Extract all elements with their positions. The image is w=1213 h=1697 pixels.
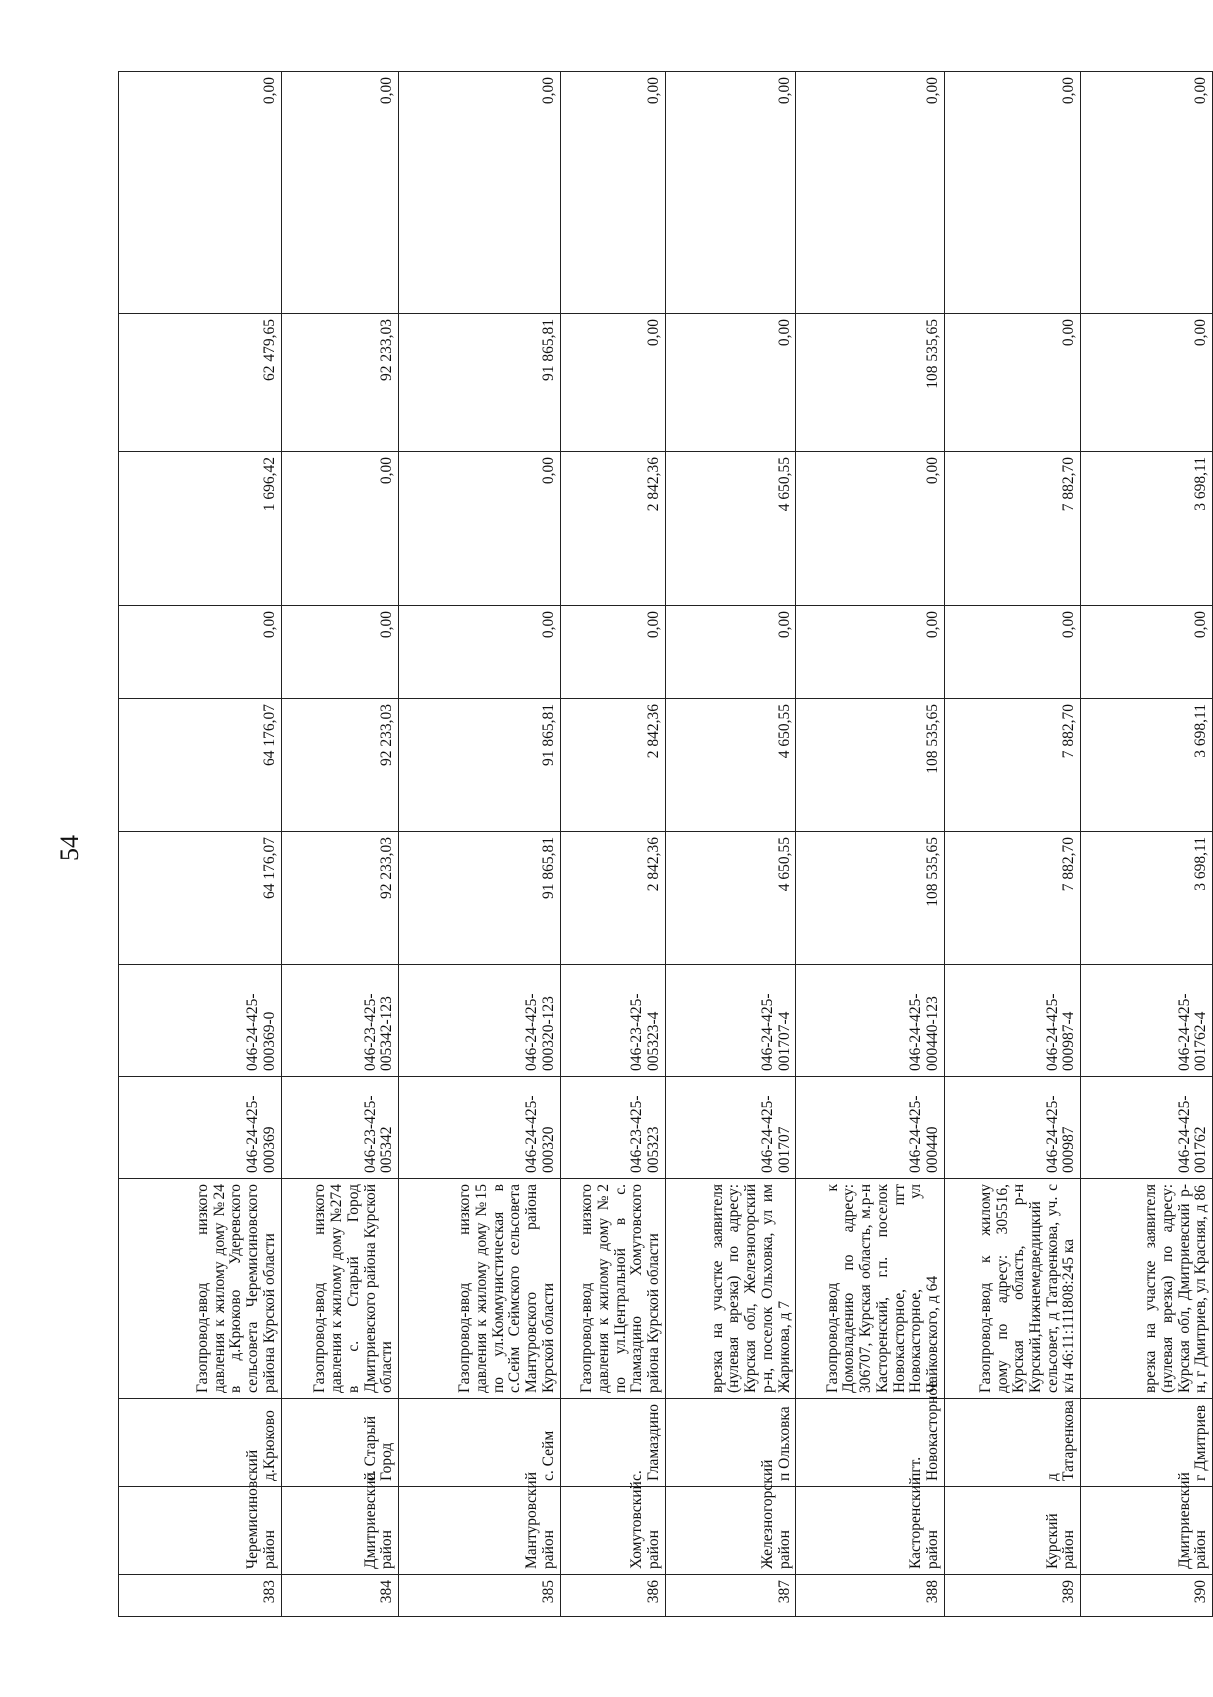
district-name: Хомутовский район — [560, 1487, 665, 1575]
value-book: 64 176,07 — [119, 699, 282, 832]
table-row — [399, 72, 560, 1617]
object-description: врезка на участке заявителя (нулевая врезка) по адресу: Курская обл, Железногорский р-н, поселок Ольховка, ул им Жарикова, д 7 — [665, 1179, 796, 1399]
value-col5: 0,00 — [944, 314, 1081, 452]
value-col3: 0,00 — [1081, 606, 1213, 699]
value-initial: 2 842,36 — [560, 832, 665, 965]
row-number: 388 — [796, 1575, 944, 1617]
table-row — [1081, 72, 1213, 1617]
locality-name: г Дмитриев — [1081, 1399, 1213, 1487]
inventory-code: 046-24-425-000320 — [399, 1077, 560, 1179]
asset-code: 046-23-425-005342-123 — [281, 965, 399, 1077]
table-row — [665, 72, 796, 1617]
value-col6: 0,00 — [944, 72, 1081, 314]
table-row — [119, 72, 282, 1617]
table-row — [560, 72, 665, 1617]
locality-name: с. Гламаздино — [560, 1399, 665, 1487]
inventory-code: 046-24-425-001762 — [1081, 1077, 1213, 1179]
table-row — [796, 72, 944, 1617]
rotated-table-wrapper — [118, 72, 1213, 1617]
value-initial: 7 882,70 — [944, 832, 1081, 965]
assets-table — [118, 71, 1213, 1617]
value-col3: 0,00 — [399, 606, 560, 699]
inventory-code: 046-24-425-001707 — [665, 1077, 796, 1179]
value-col5: 0,00 — [560, 314, 665, 452]
value-col6: 0,00 — [665, 72, 796, 314]
value-col4: 2 842,36 — [560, 452, 665, 606]
row-number: 385 — [399, 1575, 560, 1617]
object-description: Газопровод-ввод низкого давления к жилому дому №24 в д.Крюково Удеревского сельсовета Черемисиновского района Курской области — [119, 1179, 282, 1399]
locality-name: д Татаренкова — [944, 1399, 1081, 1487]
value-col4: 0,00 — [796, 452, 944, 606]
inventory-code: 046-24-425-000987 — [944, 1077, 1081, 1179]
value-col3: 0,00 — [665, 606, 796, 699]
row-number: 390 — [1081, 1575, 1213, 1617]
table-row — [944, 72, 1081, 1617]
value-col6: 0,00 — [281, 72, 399, 314]
row-number: 389 — [944, 1575, 1081, 1617]
value-book: 3 698,11 — [1081, 699, 1213, 832]
value-col3: 0,00 — [281, 606, 399, 699]
district-name: Железногорский район — [665, 1487, 796, 1575]
value-book: 108 535,65 — [796, 699, 944, 832]
value-col3: 0,00 — [560, 606, 665, 699]
table-row — [281, 72, 399, 1617]
value-col5: 62 479,65 — [119, 314, 282, 452]
value-col4: 0,00 — [399, 452, 560, 606]
locality-name: пгт. Новокасторное — [796, 1399, 944, 1487]
value-col4: 1 696,42 — [119, 452, 282, 606]
value-col3: 0,00 — [796, 606, 944, 699]
value-initial: 3 698,11 — [1081, 832, 1213, 965]
value-col5: 108 535,65 — [796, 314, 944, 452]
value-col4: 0,00 — [281, 452, 399, 606]
value-col5: 0,00 — [665, 314, 796, 452]
value-col3: 0,00 — [119, 606, 282, 699]
asset-code: 046-23-425-005323-4 — [560, 965, 665, 1077]
inventory-code: 046-23-425-005342 — [281, 1077, 399, 1179]
object-description: Газопровод-ввод низкого давления к жилому дому №2 по ул.Центральной в с. Гламаздино Хомутовского района Курской области — [560, 1179, 665, 1399]
inventory-code: 046-24-425-000369 — [119, 1077, 282, 1179]
value-book: 91 865,81 — [399, 699, 560, 832]
row-number: 383 — [119, 1575, 282, 1617]
value-col6: 0,00 — [399, 72, 560, 314]
value-book: 2 842,36 — [560, 699, 665, 832]
value-col3: 0,00 — [944, 606, 1081, 699]
asset-code: 046-24-425-000987-4 — [944, 965, 1081, 1077]
value-col4: 4 650,55 — [665, 452, 796, 606]
value-col5: 0,00 — [1081, 314, 1213, 452]
value-col5: 91 865,81 — [399, 314, 560, 452]
asset-code: 046-24-425-001762-4 — [1081, 965, 1213, 1077]
district-name: Касторенский район — [796, 1487, 944, 1575]
asset-code: 046-24-425-000320-123 — [399, 965, 560, 1077]
value-col6: 0,00 — [119, 72, 282, 314]
object-description: Газопровод-ввод низкого давления к жилому дому №15 по ул.Коммунистическая в с.Сейм Сеймского сельсовета Мантуровского района Курской области — [399, 1179, 560, 1399]
locality-name: с. Сейм — [399, 1399, 560, 1487]
district-name: Черемисиновский район — [119, 1487, 282, 1575]
locality-name: п Ольховка — [665, 1399, 796, 1487]
object-description: Газопровод-ввод к Домовладению по адресу: 306707, Курская область, м.р-н Касторенский, г.п. поселок Новокасторное, пгт Новокасторное, ул Чайковского, д 64 — [796, 1179, 944, 1399]
inventory-code: 046-24-425-000440 — [796, 1077, 944, 1179]
value-col6: 0,00 — [796, 72, 944, 314]
value-book: 7 882,70 — [944, 699, 1081, 832]
inventory-code: 046-23-425-005323 — [560, 1077, 665, 1179]
locality-name: д.Крюково — [119, 1399, 282, 1487]
value-book: 92 233,03 — [281, 699, 399, 832]
value-col6: 0,00 — [560, 72, 665, 314]
locality-name: с. Старый Город — [281, 1399, 399, 1487]
value-initial: 4 650,55 — [665, 832, 796, 965]
asset-code: 046-24-425-001707-4 — [665, 965, 796, 1077]
row-number: 384 — [281, 1575, 399, 1617]
object-description: Газопровод-ввод низкого давления к жилому дому №274 в с. Старый Город Дмитриевского района Курской области — [281, 1179, 399, 1399]
value-col4: 7 882,70 — [944, 452, 1081, 606]
value-col4: 3 698,11 — [1081, 452, 1213, 606]
value-col5: 92 233,03 — [281, 314, 399, 452]
row-number: 387 — [665, 1575, 796, 1617]
value-col6: 0,00 — [1081, 72, 1213, 314]
asset-code: 046-24-425-000440-123 — [796, 965, 944, 1077]
value-initial: 91 865,81 — [399, 832, 560, 965]
row-number: 386 — [560, 1575, 665, 1617]
value-initial: 92 233,03 — [281, 832, 399, 965]
object-description: врезка на участке заявителя (нулевая врезка) по адресу: Курская обл, Дмитриевский р-н, г Дмитриев, ул Красняя, д 86 — [1081, 1179, 1213, 1399]
district-name: Мантуровский район — [399, 1487, 560, 1575]
district-name: Курский район — [944, 1487, 1081, 1575]
asset-code: 046-24-425-000369-0 — [119, 965, 282, 1077]
object-description: Газопровод-ввод к жилому дому по адресу: 305516, Курская область, р-н Курский,Нижнемедведицкий сельсовет, д Татаренкова, уч. с к/н 46:11:111808:245 ка — [944, 1179, 1081, 1399]
page-number: 54 — [55, 835, 84, 861]
value-initial: 108 535,65 — [796, 832, 944, 965]
district-name: Дмитриевский район — [281, 1487, 399, 1575]
value-initial: 64 176,07 — [119, 832, 282, 965]
value-book: 4 650,55 — [665, 699, 796, 832]
district-name: Дмитриевский район — [1081, 1487, 1213, 1575]
